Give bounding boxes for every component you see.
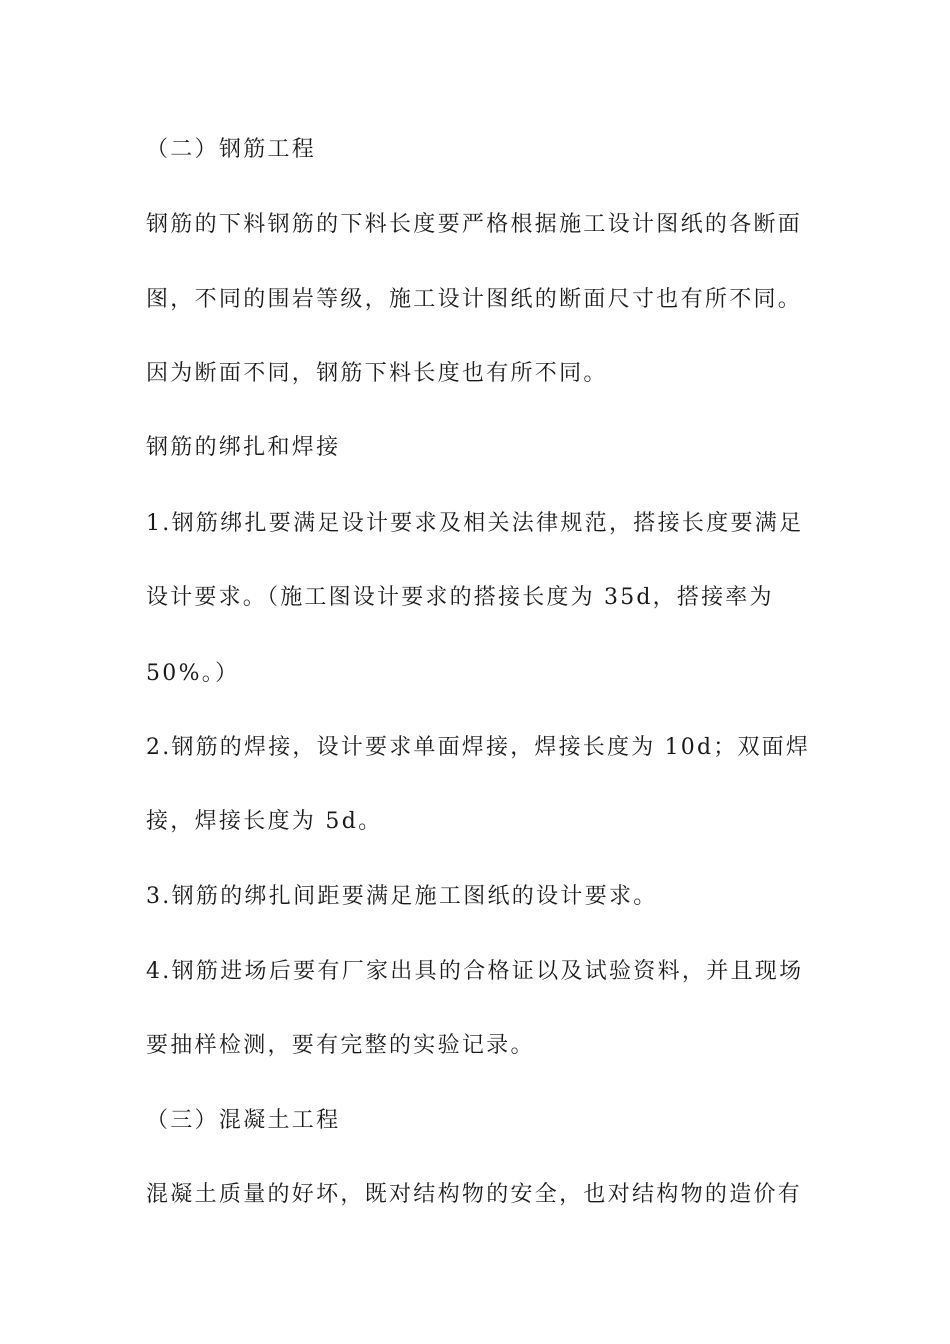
paragraph-line: 混凝土质量的好坏，既对结构物的安全，也对结构物的造价有 [146, 1182, 803, 1207]
list-item-1-line: 50%。） [146, 661, 240, 686]
paragraph-line: 钢筋的下料钢筋的下料长度要严格根据施工设计图纸的各断面 [146, 212, 803, 237]
section-heading-rebar: （二）钢筋工程 [146, 137, 317, 162]
list-item-4-line: 4.钢筋进场后要有厂家出具的合格证以及试验资料，并且现场 [146, 959, 804, 984]
paragraph-line: 因为断面不同，钢筋下料长度也有所不同。 [146, 361, 608, 386]
list-item-1-line: 设计要求。（施工图设计要求的搭接长度为 35d，搭接率为 [146, 585, 774, 610]
list-item-1-line: 1.钢筋绑扎要满足设计要求及相关法律规范，搭接长度要满足 [146, 511, 804, 536]
paragraph-line: 图，不同的围岩等级，施工设计图纸的断面尺寸也有所不同。 [146, 287, 803, 312]
subheading-binding-welding: 钢筋的绑扎和焊接 [146, 435, 341, 460]
list-item-3-line: 3.钢筋的绑扎间距要满足施工图纸的设计要求。 [146, 884, 658, 909]
list-item-4-line: 要抽样检测，要有完整的实验记录。 [146, 1033, 535, 1058]
section-heading-concrete: （三）混凝土工程 [146, 1108, 341, 1133]
list-item-2-line: 2.钢筋的焊接，设计要求单面焊接，焊接长度为 10d；双面焊 [146, 735, 811, 760]
list-item-2-line: 接，焊接长度为 5d。 [146, 809, 383, 834]
